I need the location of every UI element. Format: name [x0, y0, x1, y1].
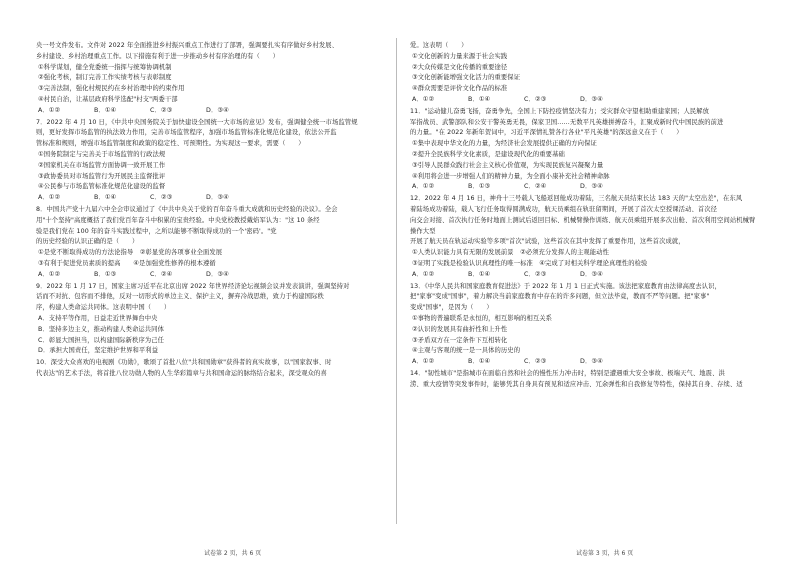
answer-d: D．③④: [206, 194, 229, 202]
question-text-line: 军指战员、武警部队和公安干警英勇无畏，保家卫国……无数平凡英雄拼搏奋斗，汇聚成新时代中国民族的前进: [410, 118, 724, 126]
answer-a: A．①②: [412, 270, 435, 278]
option-item: ③完善法制，强化村规民约在乡村治理中的约束作用: [38, 85, 185, 93]
answer-d: D．③④: [206, 270, 229, 278]
question-10-continued: [410, 41, 760, 106]
question-text-line: 7．2022 年 4 月 10 日，《中共中央国务院关于加快建设全国统一大市场的意见》发布，强调健全统一市场监管规: [36, 118, 358, 126]
option-item: ②提升全民族科学文化素质，是建设现代化的重要基础: [412, 150, 565, 158]
question-9: [36, 282, 386, 358]
option-item: ①人类认识能力具有无限的发展前景 ②必须充分发挥人的主观能动性: [412, 249, 609, 257]
question-text-line: 的历史经验的认识正确的是（ ）: [36, 238, 139, 246]
option-item: ③文化创新能增强文化活力的重要保证: [412, 74, 521, 82]
answer-choices: [36, 106, 386, 117]
answer-b: B．①③: [94, 270, 117, 278]
option-item: ③有利于促进党员素质的提高 ④是加强党性修养的根本遵循: [38, 259, 216, 267]
question-text-line: 序，构建人类命运共同体。这表明中国（ ）: [36, 304, 171, 312]
option-item: ①科学谋划，健全党委统一指挥与统筹协调机制: [38, 63, 172, 71]
question-text-line: 8．中国共产党十九届六中全会审议通过了《中共中央关于党的百年奋斗重大成就和历史经验的决议》。全会: [36, 205, 338, 213]
question-text-line: 14．"韧性城市"是指城市在面临自然和社会的慢性压力冲击时，特别是遭遇重大安全事故、极端天气、地震、洪: [410, 369, 725, 377]
option-item: ④群众需要是评价文化作品的标准: [412, 85, 508, 93]
option-item: ①是党不断取得成功的方法论指导 ②彰显党的各项事业全面发展: [38, 249, 223, 257]
answer-a: A．①②: [412, 183, 435, 191]
question-text-line: 涝、重大疫情等突发事件时，能够凭其自身具有预见和适应冲击、冗余弹性和自我修复等特性，保持其自身、存续、适: [410, 380, 743, 388]
answer-choices: [410, 270, 760, 281]
answer-c: C．②③: [524, 270, 547, 278]
question-text-line: 管标准和规则，增强市场监管制度和政策的稳定性、可预期性。为实现这一要求，需要（ ）: [36, 140, 305, 148]
answer-choices: [410, 182, 760, 193]
question-text-line: 10．深受大众喜欢的电视剧《功勋》，歌颂了首批八位"共和国勋章"获得者的真实故事，以"国家叙事、时: [36, 359, 332, 367]
option-item: ②国家机关在市场监管方面协调一致开展工作: [38, 161, 166, 169]
answer-c: C．②③: [524, 95, 547, 103]
option-item: ④村民自治，让基层政府科学选配"村支"两委干部: [38, 95, 178, 103]
question-text-line: 话而不对抗、包容而不排他，反对一切形式的单边主义、保护主义，摒弃冷战思维，致力于构建国际秩: [36, 293, 324, 301]
answer-b: B．①④: [94, 106, 117, 114]
option-item: ④主观与客观的统一是一具体的历史的: [412, 347, 521, 355]
question-14: [410, 369, 760, 391]
answer-a: A．①②: [412, 358, 435, 366]
option-item: B．坚持多边主义，推动构建人类命运共同体: [38, 325, 164, 333]
option-item: ①文化创新的力量来源于社会实践: [412, 52, 508, 60]
answer-d: D．③④: [206, 106, 229, 114]
question-text-line: 则，更好发挥市场监管的执法效力作用，完善市场监管程序，加强市场监管标准化规范化建设，依法公开监: [36, 129, 337, 137]
question-text-line: 央一号文件发布。文件对 2022 年全面推进乡村振兴重点工作进行了部署，强调要扎实有序做好乡村发展、: [36, 42, 339, 49]
answer-c: C．②④: [150, 270, 173, 278]
question-text-line: 13．《中华人民共和国家庭教育促进法》于 2022 年 1 月 1 日正式实施。该法把家庭教育由法律高度去认识，: [410, 282, 721, 290]
option-item: ③证明了实践是检验认识真理性的唯一标准 ④完成了对相关科学理论真理性的检验: [412, 259, 648, 267]
option-item: ④利用将会进一步增强人们的精神力量，为全面小康补充社会精神命脉: [412, 172, 610, 180]
option-item: C．彰显大国担当，以构建国际新秩序为己任: [38, 336, 165, 344]
question-text-line: 的力量。"在 2022 年新年贺词中，习近平深情礼赞各行各业"平凡英雄"的深远意义在于（ ）: [410, 129, 683, 137]
question-text-line: 9．2022 年 1 月 17 日，国家主席习近平在北京出席 2022 年世界经济论坛视频会议并发表演讲，强调坚持对: [36, 282, 350, 290]
question-8: [36, 205, 386, 281]
answer-b: B．①④: [94, 194, 117, 202]
option-item: ①事物的普遍联系是永恒的，相互影响的相互关系: [412, 314, 553, 322]
question-6-continued: [36, 41, 386, 117]
question-10: [36, 358, 386, 380]
question-11: [410, 107, 760, 193]
option-item: ①国务院制定与完善关于市场监管的行政法规: [38, 150, 166, 158]
option-item: ③政协委员对市场监管行为开展民主监督批评: [38, 172, 166, 180]
option-item: ①集中表现中华文化的力量，为经济社会发展提供正确的方向保证: [412, 140, 597, 148]
question-text-line: 向交会对接、首次执行任务时地面上测试后返回目标、机械臂操作训练、航天员乘组开展多次出舱、首次利用空间站机械臂操作大型: [410, 216, 756, 235]
page-footer-right: 试卷第 3 页，共 6 页: [576, 550, 634, 557]
question-text-line: 12．2022 年 4 月 16 日，神舟十三号载人飞船返回舱成功着陆，三名航天员结束长达 183 天的"太空出差"，在东风: [410, 195, 743, 203]
answer-d: D．③④: [580, 358, 603, 366]
question-text-line: 把"家事"变成"国事"，着力解决当前家庭教育中存在的许多问题，但立法毕竟，教而不严等问题。把"家事": [410, 293, 710, 301]
answer-choices: [36, 270, 386, 281]
answer-a: A．①②: [412, 95, 435, 103]
option-item: D．承担大国责任，坚定维护世界和平利益: [38, 347, 159, 355]
question-text-line: 乡村建设、乡村治理重点工作。以下措施有利于进一步推动乡村有序治理的有（ ）: [36, 52, 280, 60]
answer-choices: [410, 95, 760, 106]
answer-c: C．②④: [524, 183, 547, 191]
question-text-line: 着陆场成功着陆，载人飞行任务取得圆满成功，航天员乘组在轨驻留期间，开展了首次太空授课活动、首次径: [410, 205, 718, 213]
option-item: ④公民参与市场监管标准化规范化建设的监督: [38, 183, 166, 191]
answer-choices: [36, 193, 386, 204]
question-text-line: 代表达"的艺术手法，将首批八位功勋人物的人生华彩篇章与共和国命运的脉络结合起来，深受观众的喜: [36, 369, 327, 377]
question-text-line: 开展了航天员在轨运动实验等多项"首次"试验，这些首次在其中发挥了重要作用，这些首次成就，: [410, 238, 685, 246]
option-item: ②认识的发展具有曲折性和上升性: [412, 325, 508, 333]
question-text-line: 用"十个坚持"高度概括了我们党百年奋斗中积累的宝贵经验。中央党校教授戴焰军认为："这 10 条经: [36, 216, 320, 224]
left-column: [36, 40, 386, 380]
answer-d: D．③④: [580, 270, 603, 278]
option-item: ③引导人民群众践行社会主义核心价值观，为实现民族复兴凝聚力量: [412, 161, 604, 169]
answer-c: C．②③: [150, 106, 173, 114]
answer-c: C．②③: [524, 358, 547, 366]
question-7: [36, 118, 386, 204]
page-footer-left: 试卷第 2 页，共 6 页: [204, 550, 262, 557]
option-item: ③矛盾双方在一定条件下互相转化: [412, 336, 508, 344]
question-text-line: 爱。这表明（ ）: [410, 42, 468, 49]
answer-d: D．③④: [580, 95, 603, 103]
option-item: A．支持平等作用，日益走近世界舞台中央: [38, 314, 158, 322]
answer-b: B．①③: [468, 183, 491, 191]
answer-a: A．①②: [38, 106, 61, 114]
option-item: ②强化考核，制订完善工作实绩考核与表彰制度: [38, 74, 172, 82]
answer-choices: [410, 357, 760, 368]
answer-b: B．①④: [468, 95, 491, 103]
answer-d: D．③④: [580, 183, 603, 191]
question-13: [410, 282, 760, 368]
option-item: ②大众传媒是文化传播的重要途径: [412, 63, 508, 71]
answer-a: A．①②: [38, 194, 61, 202]
right-column: [410, 40, 760, 391]
question-text-line: 验是我们党在 100 年的奋斗实践过程中，之所以能够不断取得成功的一个'密码'。"党: [36, 227, 277, 235]
answer-b: B．①④: [468, 270, 491, 278]
column-divider: [396, 38, 397, 524]
answer-a: A．①②: [38, 270, 61, 278]
question-text-line: 11．"运动健儿奋勇飞扬，奋勇争先，全国上下防控疫情坚决有力；受灾群众守望相助重建家园；人民解放: [410, 107, 710, 115]
answer-b: B．①④: [468, 358, 491, 366]
answer-c: C．②③: [150, 194, 173, 202]
question-text-line: 变成"国事"，是因为（ ）: [410, 304, 493, 312]
question-12: [410, 194, 760, 280]
